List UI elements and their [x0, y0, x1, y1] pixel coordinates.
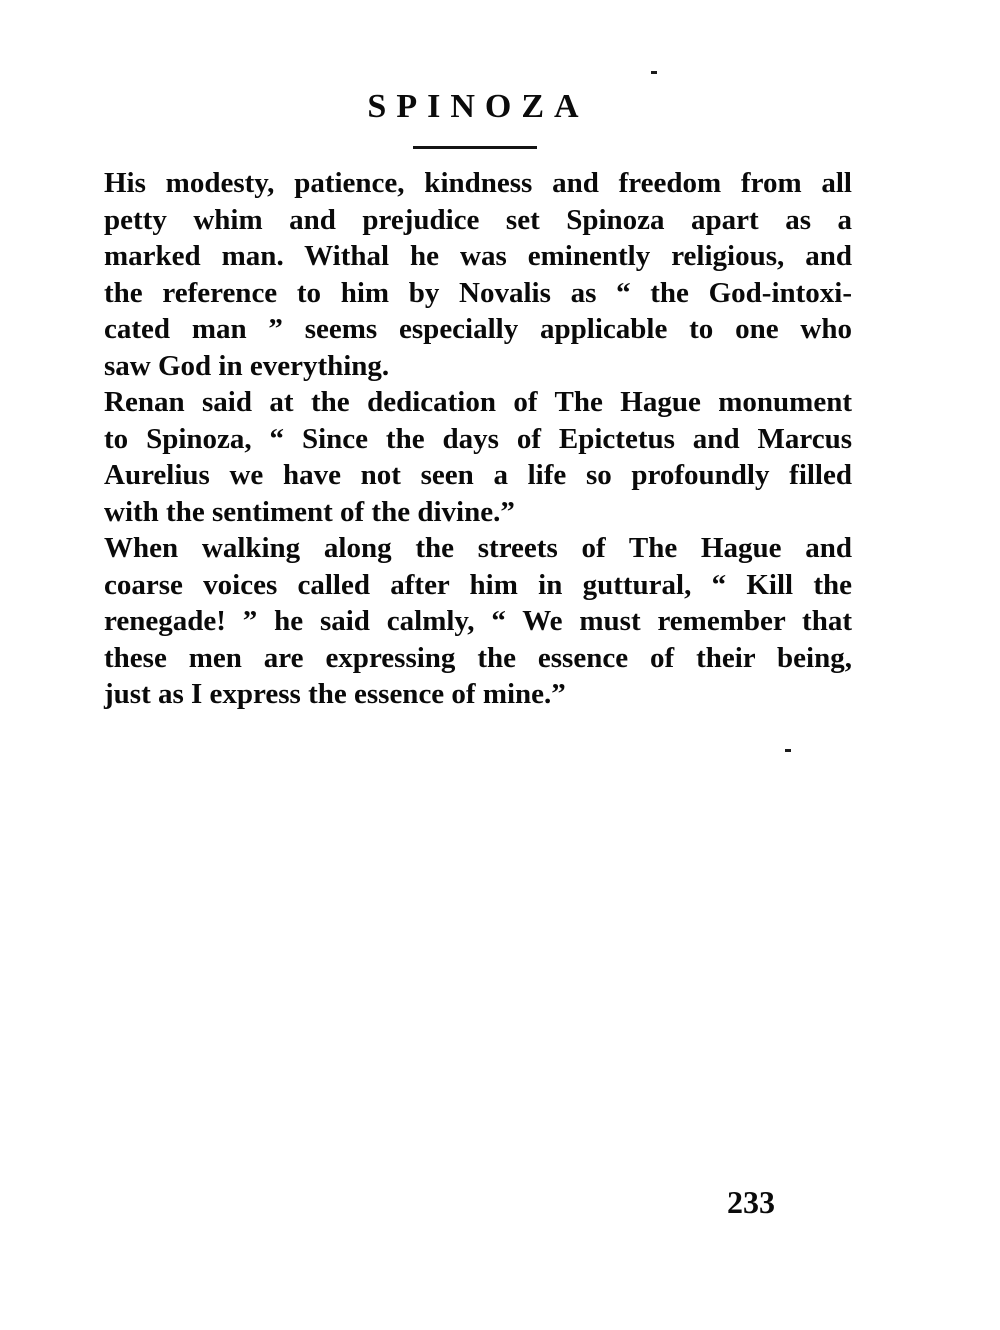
title-divider-rule — [413, 146, 537, 149]
text-line: saw God in everything. — [104, 349, 390, 382]
text-line: coarse voices called after him in guttural, “ Kill the — [104, 568, 852, 601]
text-line: just as I express the essence of mine.” — [104, 678, 566, 710]
text-line: marked man. Withal he was eminently religious, and — [104, 240, 852, 272]
page-title: SPINOZA — [367, 88, 589, 125]
page-number: 233 — [727, 1184, 775, 1220]
text-line: with the sentiment of the divine.” — [104, 495, 515, 528]
ink-speck-margin — [785, 749, 791, 752]
text-block — [104, 165, 852, 713]
ink-speck-top — [651, 71, 657, 74]
text-line: these men are expressing the essence of their being, — [104, 641, 852, 674]
text-line: to Spinoza, “ Since the days of Epictetus and Marcus — [104, 422, 852, 455]
text-line: When walking along the streets of The Hague and — [104, 532, 852, 564]
text-line: cated man ” seems especially applicable to one who — [104, 313, 852, 345]
text-line: petty whim and prejudice set Spinoza apart as a — [104, 203, 852, 236]
text-line: His modesty, patience, kindness and freedom from all — [104, 167, 852, 199]
text-line: renegade! ” he said calmly, “ We must remember that — [104, 605, 852, 637]
text-line: Aurelius we have not seen a life so profoundly filled — [104, 459, 852, 491]
text-line: Renan said at the dedication of The Hague monument — [104, 386, 852, 418]
text-line: the reference to him by Novalis as “ the God-intoxi- — [104, 276, 852, 309]
